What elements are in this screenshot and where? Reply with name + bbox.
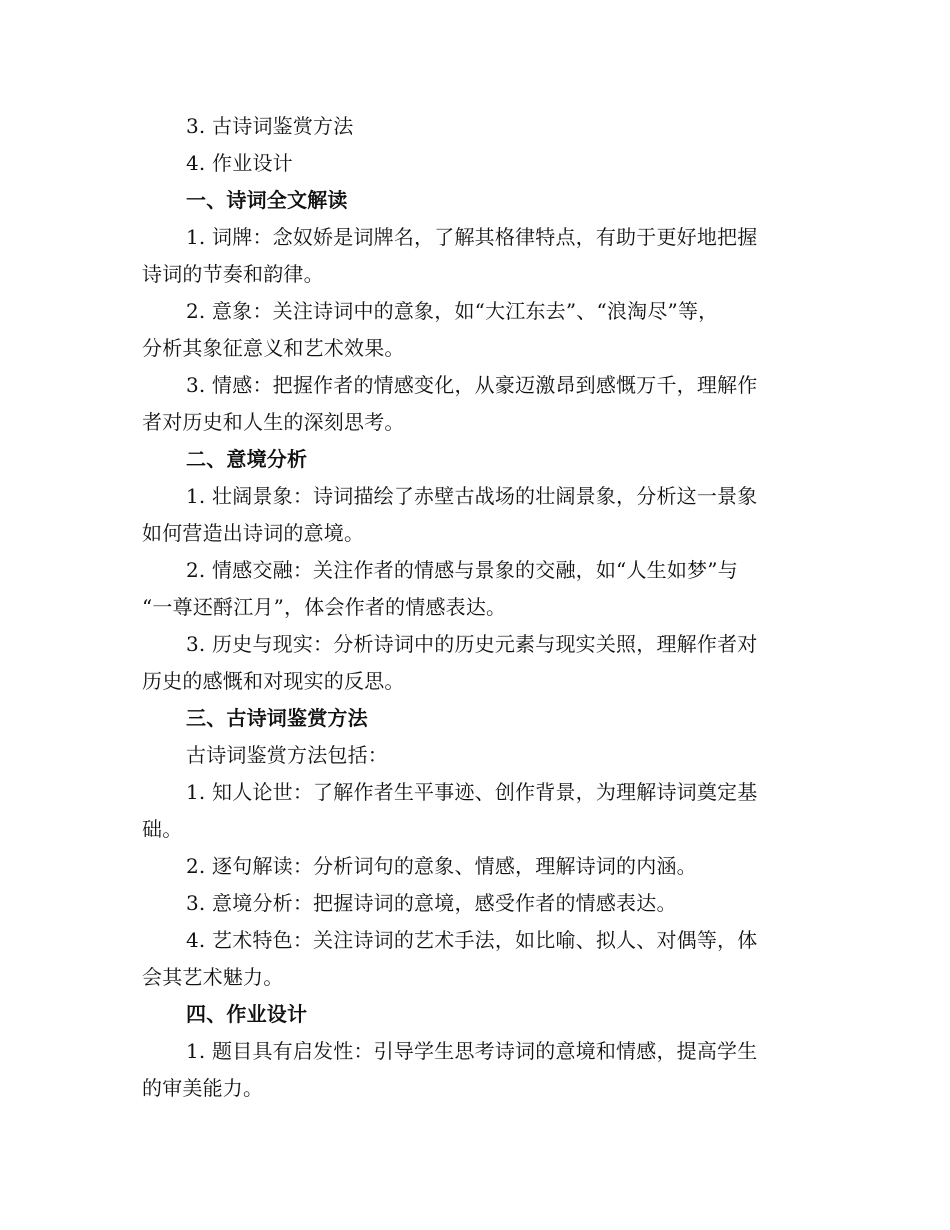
paragraph-line: 2. 逐句解读：分析词句的意象、情感，理解诗词的内涵。 [186, 854, 697, 878]
paragraph-line: 会其艺术魅力。 [142, 965, 284, 989]
paragraph-line: 1. 题目具有启发性：引导学生思考诗词的意境和情感，提高学生 [186, 1039, 758, 1063]
section-heading: 三、古诗词鉴赏方法 [186, 706, 368, 730]
paragraph-line: 4. 作业设计 [186, 151, 293, 175]
paragraph-line: 4. 艺术特色：关注诗词的艺术手法，如比喻、拟人、对偶等，体 [186, 928, 758, 952]
paragraph-line: 者对历史和人生的深刻思考。 [142, 410, 405, 434]
document-body [142, 108, 808, 1107]
section-heading: 二、意境分析 [186, 447, 308, 471]
paragraph-line: 诗词的节奏和韵律。 [142, 262, 324, 286]
paragraph-line: 3. 古诗词鉴赏方法 [186, 114, 354, 138]
paragraph-line: 础。 [142, 817, 183, 841]
paragraph-line: “一尊还酹江月”，体会作者的情感表达。 [142, 595, 507, 619]
paragraph-line: 3. 历史与现实：分析诗词中的历史元素与现实关照，理解作者对 [186, 632, 758, 656]
paragraph-line: 1. 知人论世：了解作者生平事迹、创作背景，为理解诗词奠定基 [186, 780, 758, 804]
paragraph-line: 1. 壮阔景象：诗词描绘了赤壁古战场的壮阔景象，分析这一景象 [186, 484, 758, 508]
paragraph-line: 如何营造出诗词的意境。 [142, 521, 365, 545]
paragraph-line: 历史的感慨和对现实的反思。 [142, 669, 405, 693]
paragraph-line: 的审美能力。 [142, 1076, 264, 1100]
paragraph-line: 分析其象征意义和艺术效果。 [142, 336, 405, 360]
section-heading: 四、作业设计 [186, 1002, 308, 1026]
paragraph-line: 2. 情感交融：关注作者的情感与景象的交融，如“人生如梦”与 [186, 558, 738, 582]
paragraph-line: 3. 意境分析：把握诗词的意境，感受作者的情感表达。 [186, 891, 677, 915]
paragraph-line: 1. 词牌：念奴娇是词牌名，了解其格律特点，有助于更好地把握 [186, 225, 758, 249]
paragraph-line: 古诗词鉴赏方法包括： [186, 743, 388, 767]
section-heading: 一、诗词全文解读 [186, 188, 348, 212]
paragraph-line: 2. 意象：关注诗词中的意象，如“大江东去”、“浪淘尽”等， [186, 299, 719, 323]
paragraph-line: 3. 情感：把握作者的情感变化，从豪迈激昂到感慨万千，理解作 [186, 373, 758, 397]
